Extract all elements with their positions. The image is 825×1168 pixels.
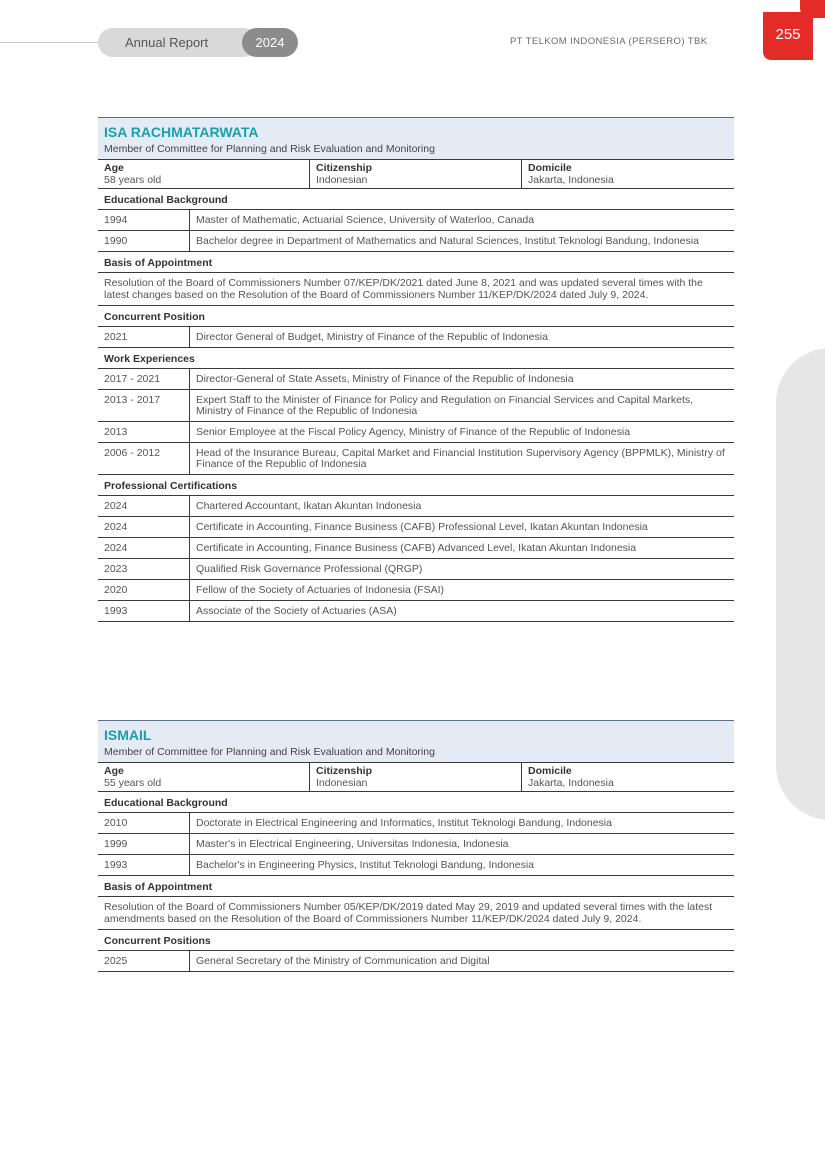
row-year: 2020 bbox=[104, 584, 128, 596]
table-row bbox=[98, 813, 734, 834]
table-row bbox=[98, 855, 734, 876]
row-text: Director-General of State Assets, Ministry of Finance of the Republic of Indonesia bbox=[189, 369, 734, 389]
annual-report-label: Annual Report bbox=[98, 28, 258, 57]
company-name: PT TELKOM INDONESIA (PERSERO) TBK bbox=[510, 36, 708, 47]
citizenship-cell bbox=[309, 160, 521, 188]
work-heading: Work Experiences bbox=[98, 348, 734, 369]
basis-text: Resolution of the Board of Commissioners Number 07/KEP/DK/2021 dated June 8, 2021 and was updated several times with the latest changes based on the Resolution of the Board of Commissioners Number 11/KEP/DK/2024 dated July 9, 2024. bbox=[98, 273, 734, 306]
profile-ismail bbox=[98, 720, 734, 972]
row-year: 1993 bbox=[104, 859, 128, 871]
row-year: 1993 bbox=[104, 605, 128, 617]
row-year: 1990 bbox=[104, 235, 128, 247]
row-text: Qualified Risk Governance Professional (QRGP) bbox=[189, 559, 734, 579]
header-rule bbox=[0, 42, 110, 43]
age-value: 58 years old bbox=[104, 174, 162, 186]
citizenship-value: Indonesian bbox=[316, 174, 368, 186]
row-year: 2013 bbox=[104, 426, 128, 438]
basis-heading: Basis of Appointment bbox=[98, 252, 734, 273]
row-year: 2017 - 2021 bbox=[104, 373, 161, 385]
row-text: Master's in Electrical Engineering, Universitas Indonesia, Indonesia bbox=[189, 834, 734, 854]
basis-heading: Basis of Appointment bbox=[98, 876, 734, 897]
report-year: 2024 bbox=[242, 28, 298, 57]
concurrent-heading: Concurrent Positions bbox=[98, 930, 734, 951]
row-year: 1999 bbox=[104, 838, 128, 850]
row-year: 2013 - 2017 bbox=[104, 394, 161, 406]
domicile-label: Domicile bbox=[528, 765, 572, 777]
table-row bbox=[98, 496, 734, 517]
profile-name-box bbox=[98, 117, 734, 159]
page-number: 255 bbox=[775, 26, 801, 43]
table-row bbox=[98, 422, 734, 443]
row-text: General Secretary of the Ministry of Communication and Digital bbox=[189, 951, 734, 971]
education-heading: Educational Background bbox=[98, 792, 734, 813]
citizenship-value: Indonesian bbox=[316, 777, 368, 789]
table-row bbox=[98, 951, 734, 972]
profile-info-row bbox=[98, 159, 734, 189]
table-row bbox=[98, 538, 734, 559]
row-text: Doctorate in Electrical Engineering and Informatics, Institut Teknologi Bandung, Indonesia bbox=[189, 813, 734, 833]
profile-role: Member of Committee for Planning and Risk Evaluation and Monitoring bbox=[104, 143, 435, 155]
profile-isa-rachmatarwata bbox=[98, 117, 734, 622]
table-row bbox=[98, 231, 734, 252]
row-year: 1994 bbox=[104, 214, 128, 226]
row-text: Certificate in Accounting, Finance Business (CAFB) Advanced Level, Ikatan Akuntan Indonesia bbox=[189, 538, 734, 558]
row-text: Head of the Insurance Bureau, Capital Market and Financial Institution Supervisory Agency (BPPMLK), Ministry of Finance of the Republic of Indonesia bbox=[189, 443, 734, 474]
table-row bbox=[98, 210, 734, 231]
age-label: Age bbox=[104, 162, 124, 174]
row-text: Chartered Accountant, Ikatan Akuntan Indonesia bbox=[189, 496, 734, 516]
row-year: 2024 bbox=[104, 500, 128, 512]
row-year: 2023 bbox=[104, 563, 128, 575]
row-text: Director General of Budget, Ministry of Finance of the Republic of Indonesia bbox=[189, 327, 734, 347]
row-year: 2006 - 2012 bbox=[104, 447, 161, 459]
row-year: 2024 bbox=[104, 542, 128, 554]
domicile-label: Domicile bbox=[528, 162, 572, 174]
table-row bbox=[98, 559, 734, 580]
domicile-value: Jakarta, Indonesia bbox=[528, 777, 614, 789]
citizenship-label: Citizenship bbox=[316, 162, 373, 174]
concurrent-heading: Concurrent Position bbox=[98, 306, 734, 327]
table-row bbox=[98, 834, 734, 855]
domicile-value: Jakarta, Indonesia bbox=[528, 174, 614, 186]
basis-text: Resolution of the Board of Commissioners Number 05/KEP/DK/2019 dated May 29, 2019 and updated several times with the latest amendments based on the Resolution of the Board of Commissioners Number 11/KEP/DK/2024 dated July 9, 2024. bbox=[98, 897, 734, 930]
table-row bbox=[98, 327, 734, 348]
profile-info-row bbox=[98, 762, 734, 792]
row-text: Bachelor's in Engineering Physics, Institut Teknologi Bandung, Indonesia bbox=[189, 855, 734, 875]
profile-name-box bbox=[98, 720, 734, 762]
table-row bbox=[98, 390, 734, 422]
domicile-cell bbox=[521, 763, 734, 791]
domicile-cell bbox=[521, 160, 734, 188]
row-text: Certificate in Accounting, Finance Business (CAFB) Professional Level, Ikatan Akuntan Indonesia bbox=[189, 517, 734, 537]
age-label: Age bbox=[104, 765, 124, 777]
row-text: Associate of the Society of Actuaries (ASA) bbox=[189, 601, 734, 621]
table-row bbox=[98, 580, 734, 601]
certifications-heading: Professional Certifications bbox=[98, 475, 734, 496]
side-decoration-tab bbox=[776, 348, 825, 820]
citizenship-label: Citizenship bbox=[316, 765, 373, 777]
row-text: Fellow of the Society of Actuaries of Indonesia (FSAI) bbox=[189, 580, 734, 600]
row-year: 2024 bbox=[104, 521, 128, 533]
education-heading: Educational Background bbox=[98, 189, 734, 210]
row-text: Master of Mathematic, Actuarial Science, University of Waterloo, Canada bbox=[189, 210, 734, 230]
profile-role: Member of Committee for Planning and Risk Evaluation and Monitoring bbox=[104, 746, 435, 758]
row-text: Expert Staff to the Minister of Finance for Policy and Regulation on Financial Services and Capital Markets, Ministry of Finance of the Republic of Indonesia bbox=[189, 390, 734, 421]
table-row bbox=[98, 517, 734, 538]
row-year: 2025 bbox=[104, 955, 128, 967]
row-year: 2021 bbox=[104, 331, 128, 343]
citizenship-cell bbox=[309, 763, 521, 791]
profile-name: ISA RACHMATARWATA bbox=[104, 124, 259, 140]
row-year: 2010 bbox=[104, 817, 128, 829]
table-row bbox=[98, 443, 734, 475]
age-cell bbox=[98, 160, 309, 188]
age-cell bbox=[98, 763, 309, 791]
table-row bbox=[98, 601, 734, 622]
row-text: Senior Employee at the Fiscal Policy Agency, Ministry of Finance of the Republic of Indonesia bbox=[189, 422, 734, 442]
age-value: 55 years old bbox=[104, 777, 162, 789]
row-text: Bachelor degree in Department of Mathematics and Natural Sciences, Institut Teknologi Bandung, Indonesia bbox=[189, 231, 734, 251]
table-row bbox=[98, 369, 734, 390]
profile-name: ISMAIL bbox=[104, 727, 152, 743]
